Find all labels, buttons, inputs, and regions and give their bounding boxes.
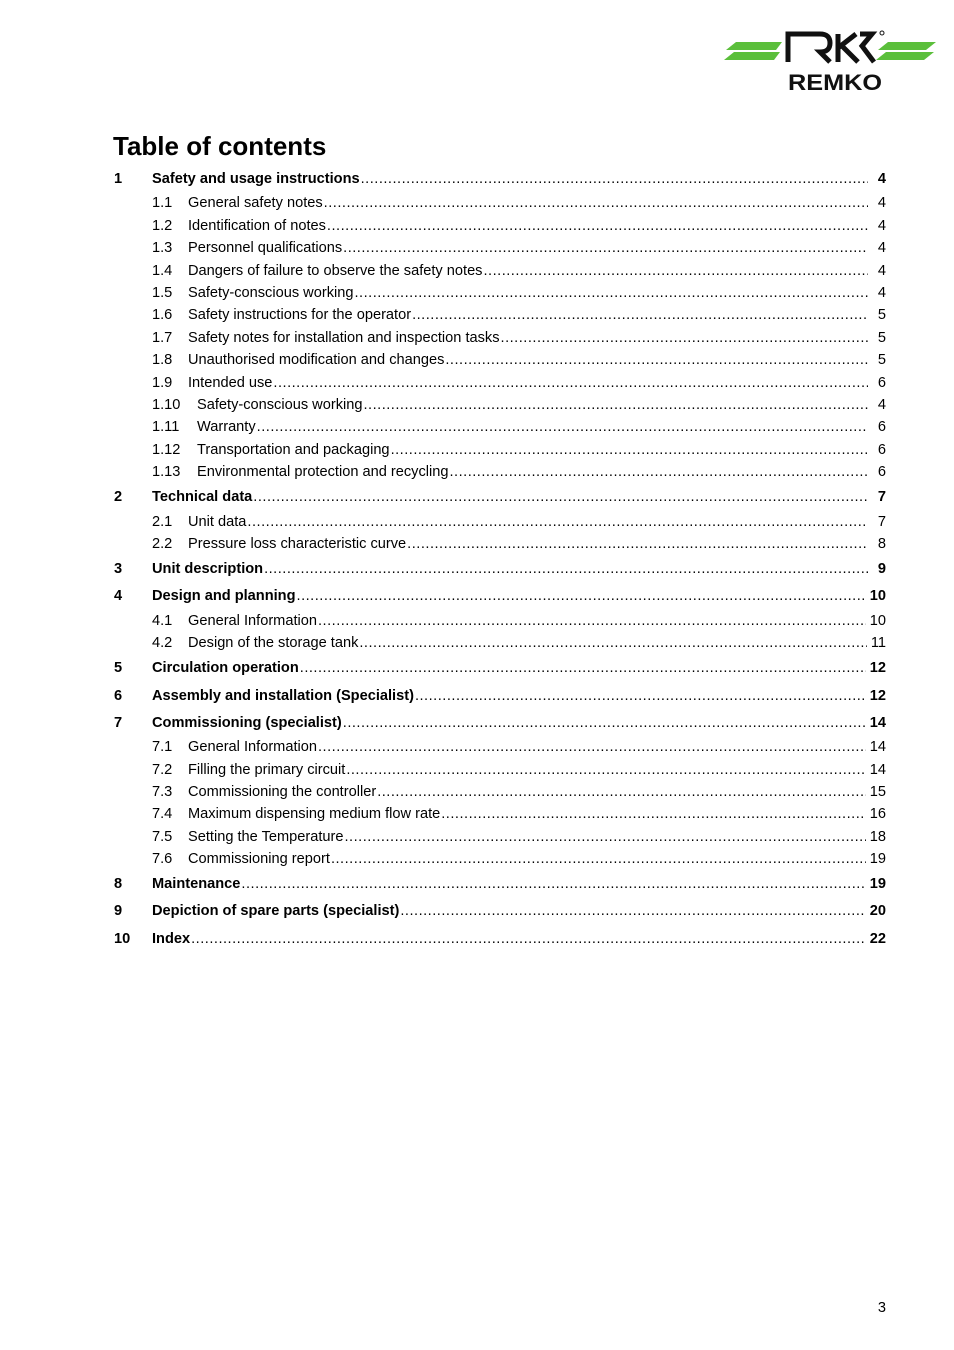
toc-section-entry[interactable] — [114, 781, 886, 803]
toc-dot-leader — [318, 610, 866, 632]
toc-entry-number: 6 — [114, 687, 123, 704]
toc-entry-number: 8 — [114, 876, 123, 893]
toc-dot-leader — [346, 759, 865, 781]
toc-entry-title: Design of the storage tank — [188, 635, 359, 652]
toc-entry-number: 1.11 — [152, 419, 180, 436]
toc-section-entry[interactable] — [114, 215, 886, 237]
toc-entry-number: 1.8 — [152, 352, 173, 369]
toc-entry-number: 7.3 — [152, 783, 173, 800]
toc-entry-number: 7.4 — [152, 806, 173, 823]
toc-entry-title: Commissioning report — [188, 851, 330, 868]
toc-entry-title: Unit data — [188, 513, 247, 530]
toc-dot-leader — [343, 714, 866, 732]
toc-entry-page: 6 — [877, 419, 886, 436]
toc-dot-leader — [407, 533, 868, 555]
toc-entry-title: Index — [152, 930, 191, 947]
toc-entry-number: 3 — [114, 561, 123, 578]
toc-chapter-entry[interactable] — [114, 898, 886, 925]
toc-entry-page: 12 — [869, 660, 886, 677]
toc-dot-leader — [415, 687, 866, 705]
toc-entry-page: 19 — [869, 876, 886, 893]
toc-entry-page: 14 — [869, 739, 886, 756]
toc-entry-page: 4 — [877, 262, 886, 279]
toc-entry-number: 1.7 — [152, 329, 173, 346]
toc-dot-leader — [264, 560, 868, 578]
toc-chapter-entry[interactable] — [114, 583, 886, 610]
toc-section-entry[interactable] — [114, 759, 886, 781]
toc-entry-number: 2.1 — [152, 513, 173, 530]
toc-dot-leader — [400, 902, 865, 920]
remko-logo-graphic — [724, 28, 938, 94]
toc-entry-page: 20 — [869, 903, 886, 920]
toc-chapter-entry[interactable] — [114, 483, 886, 510]
toc-section-entry[interactable] — [114, 826, 886, 848]
toc-entry-number: 1.10 — [152, 396, 181, 413]
toc-entry-title: Safety-conscious working — [197, 396, 363, 413]
toc-entry-title: Safety-conscious working — [188, 284, 354, 301]
remko-logo-wordmark: REMKO — [788, 70, 882, 94]
toc-entry-page: 4 — [877, 171, 886, 187]
toc-entry-title: Assembly and installation (Specialist) — [152, 687, 414, 704]
toc-dot-leader — [273, 372, 868, 394]
toc-dot-leader — [343, 237, 868, 259]
toc-entry-title: Environmental protection and recycling — [197, 464, 449, 481]
toc-entry-title: General Information — [188, 739, 317, 756]
toc-dot-leader — [241, 875, 865, 893]
toc-chapter-entry[interactable] — [114, 170, 886, 192]
toc-entry-title: Commissioning (specialist) — [152, 714, 342, 731]
toc-dot-leader — [391, 439, 868, 461]
toc-entry-number: 1.13 — [152, 464, 181, 481]
toc-chapter-entry[interactable] — [114, 709, 886, 736]
toc-entry-number: 4 — [114, 588, 123, 605]
toc-chapter-entry[interactable] — [114, 655, 886, 682]
toc-section-entry[interactable] — [114, 803, 886, 825]
toc-entry-page: 8 — [877, 536, 886, 553]
toc-entry-title: Depiction of spare parts (specialist) — [152, 903, 400, 920]
toc-entry-number: 1.9 — [152, 374, 173, 391]
toc-dot-leader — [449, 461, 868, 483]
toc-dot-leader — [253, 488, 868, 506]
toc-section-entry[interactable] — [114, 192, 886, 214]
toc-entry-page: 15 — [869, 783, 886, 800]
toc-entry-number: 1.4 — [152, 262, 173, 279]
toc-dot-leader — [257, 416, 868, 438]
toc-dot-leader — [441, 803, 866, 825]
toc-entry-title: Unauthorised modification and changes — [188, 352, 445, 369]
toc-chapter-entry[interactable] — [114, 871, 886, 898]
toc-entry-page: 10 — [869, 588, 886, 605]
toc-entry-title: Maintenance — [152, 876, 241, 893]
toc-entry-page: 19 — [869, 851, 886, 868]
toc-chapter-entry[interactable] — [114, 925, 886, 952]
toc-dot-leader — [412, 304, 868, 326]
toc-dot-leader — [324, 192, 868, 214]
toc-entry-number: 1.5 — [152, 284, 173, 301]
toc-entry-number: 1.12 — [152, 441, 181, 458]
toc-entry-title: Setting the Temperature — [188, 828, 344, 845]
toc-entry-page: 10 — [869, 612, 886, 629]
toc-dot-leader — [247, 511, 868, 533]
toc-entry-title: Identification of notes — [188, 217, 326, 234]
toc-section-entry[interactable] — [114, 394, 886, 416]
toc-entry-title: Design and planning — [152, 588, 296, 605]
table-of-contents — [114, 170, 886, 952]
toc-entry-number: 2 — [114, 489, 123, 506]
toc-section-entry[interactable] — [114, 848, 886, 870]
toc-entry-number: 10 — [114, 930, 131, 947]
toc-section-entry[interactable] — [114, 736, 886, 758]
toc-entry-number: 1.3 — [152, 240, 173, 257]
toc-entry-number: 1.6 — [152, 307, 173, 324]
toc-chapter-entry[interactable] — [114, 682, 886, 709]
toc-section-entry[interactable] — [114, 304, 886, 326]
toc-chapter-entry[interactable] — [114, 555, 886, 582]
toc-entry-number: 7.5 — [152, 828, 173, 845]
toc-dot-leader — [297, 587, 866, 605]
toc-entry-page: 14 — [869, 714, 886, 731]
toc-dot-leader — [377, 781, 866, 803]
toc-entry-page: 7 — [877, 489, 886, 506]
toc-section-entry[interactable] — [114, 349, 886, 371]
toc-dot-leader — [501, 327, 868, 349]
toc-entry-page: 4 — [877, 217, 886, 234]
toc-entry-page: 5 — [877, 329, 886, 346]
toc-entry-page: 4 — [877, 240, 886, 257]
toc-entry-page: 22 — [869, 930, 886, 947]
toc-dot-leader — [345, 826, 866, 848]
toc-entry-title: Maximum dispensing medium flow rate — [188, 806, 441, 823]
toc-entry-page: 4 — [877, 195, 886, 212]
toc-entry-page: 4 — [877, 284, 886, 301]
toc-section-entry[interactable] — [114, 416, 886, 438]
toc-entry-page: 12 — [869, 687, 886, 704]
toc-dot-leader — [354, 282, 868, 304]
toc-entry-page: 4 — [877, 396, 886, 413]
toc-entry-title: Unit description — [152, 561, 264, 578]
toc-entry-title: Dangers of failure to observe the safety notes — [188, 262, 483, 279]
toc-section-entry[interactable] — [114, 282, 886, 304]
toc-entry-title: Safety and usage instructions — [152, 171, 360, 187]
toc-entry-title: Personnel qualifications — [188, 240, 343, 257]
toc-entry-title: Warranty — [197, 419, 256, 436]
toc-dot-leader — [331, 848, 866, 870]
toc-section-entry[interactable] — [114, 260, 886, 282]
toc-entry-number: 7.6 — [152, 851, 173, 868]
toc-section-entry[interactable] — [114, 533, 886, 555]
toc-entry-title: Filling the primary circuit — [188, 761, 346, 778]
toc-section-entry[interactable] — [114, 372, 886, 394]
toc-section-entry[interactable] — [114, 610, 886, 632]
toc-entry-page: 9 — [877, 561, 886, 578]
toc-entry-title: Circulation operation — [152, 660, 299, 677]
toc-entry-page: 6 — [877, 464, 886, 481]
toc-entry-page: 18 — [869, 828, 886, 845]
toc-entry-page: 6 — [877, 441, 886, 458]
toc-dot-leader — [483, 260, 868, 282]
toc-entry-title: Pressure loss characteristic curve — [188, 536, 407, 553]
toc-dot-leader — [300, 659, 866, 677]
toc-entry-page: 14 — [869, 761, 886, 778]
toc-section-entry[interactable] — [114, 632, 886, 654]
toc-entry-title: Transportation and packaging — [197, 441, 390, 458]
toc-section-entry[interactable] — [114, 237, 886, 259]
toc-section-entry[interactable] — [114, 461, 886, 483]
toc-section-entry[interactable] — [114, 439, 886, 461]
toc-section-entry[interactable] — [114, 327, 886, 349]
toc-entry-number: 9 — [114, 903, 123, 920]
toc-entry-title: Intended use — [188, 374, 273, 391]
toc-entry-number: 4.2 — [152, 635, 173, 652]
toc-section-entry[interactable] — [114, 511, 886, 533]
page-title: Table of contents — [113, 131, 327, 161]
toc-dot-leader — [318, 736, 866, 758]
toc-entry-number: 1.1 — [152, 195, 173, 212]
toc-entry-number: 1 — [114, 171, 123, 187]
toc-entry-title: General safety notes — [188, 195, 323, 212]
toc-entry-page: 16 — [869, 806, 886, 823]
toc-entry-title: Safety instructions for the operator — [188, 307, 412, 324]
toc-dot-leader — [327, 215, 868, 237]
toc-entry-page: 11 — [870, 635, 886, 652]
toc-entry-number: 7.1 — [152, 739, 173, 756]
toc-dot-leader — [363, 394, 868, 416]
toc-entry-page: 7 — [877, 513, 886, 530]
toc-dot-leader — [359, 632, 866, 654]
toc-entry-title: Safety notes for installation and inspection tasks — [188, 329, 500, 346]
toc-entry-number: 4.1 — [152, 612, 173, 629]
toc-entry-title: Technical data — [152, 489, 253, 506]
toc-entry-page: 6 — [877, 374, 886, 391]
toc-entry-number: 2.2 — [152, 536, 173, 553]
toc-entry-title: Commissioning the controller — [188, 783, 377, 800]
remko-logo — [724, 28, 938, 94]
toc-entry-number: 5 — [114, 660, 123, 677]
toc-dot-leader — [361, 170, 868, 188]
toc-entry-title: General Information — [188, 612, 317, 629]
toc-entry-number: 1.2 — [152, 217, 173, 234]
toc-entry-number: 7.2 — [152, 761, 173, 778]
toc-dot-leader — [191, 930, 866, 948]
toc-entry-number: 7 — [114, 714, 123, 731]
toc-entry-page: 5 — [877, 352, 886, 369]
toc-entry-page: 5 — [877, 307, 886, 324]
toc-dot-leader — [445, 349, 868, 371]
page-number: 3 — [877, 1300, 886, 1316]
